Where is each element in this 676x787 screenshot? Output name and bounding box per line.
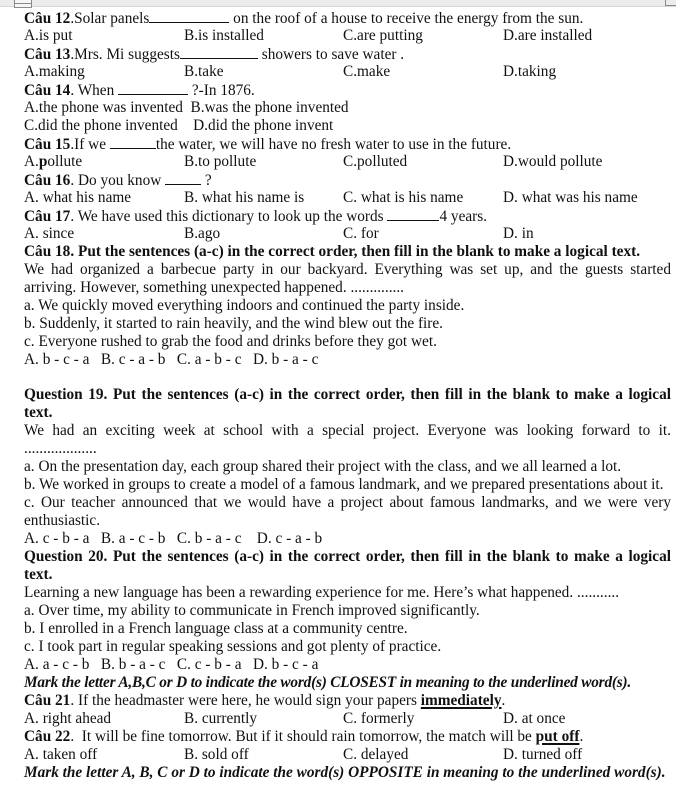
- option-b: B.was the phone invented: [190, 99, 349, 116]
- option-a: A.making: [24, 63, 85, 80]
- question-label: Câu 15: [24, 136, 71, 153]
- option-b: B.take: [184, 63, 224, 80]
- option-c: C.make: [343, 63, 391, 80]
- option-c: C. formerly: [343, 710, 415, 727]
- table-move-handle-icon[interactable]: [14, 0, 32, 8]
- option-d: D. what was his name: [503, 189, 638, 206]
- option-a: A.is put: [24, 27, 73, 44]
- question-20-sentence-a: a. Over time, my ability to communicate in French improved significantly.: [24, 602, 480, 619]
- question-20-sentence-c: c. I took part in regular speaking sessions and got plenty of practice.: [24, 638, 442, 655]
- question-18-passage: We had organized a barbecue party in our backyard. Everything was set up, and the guests started arriving. However, something unexpected happened. ..............: [24, 261, 671, 296]
- question-label: Câu 16: [24, 172, 71, 189]
- question-label: Câu 12: [24, 10, 71, 27]
- question-19-sentence-b: b. We worked in groups to create a model of a famous landmark, and we prepared presentations about it.: [24, 476, 664, 493]
- ruler-corner-marker: [665, 0, 676, 6]
- question-20-answers: A. a - c - b B. b - a - c C. c - b - a D. b - c - a: [24, 656, 319, 673]
- question-15: Câu 15.If we the water, we will have no fresh water to use in the future.: [24, 136, 512, 153]
- question-label: Câu 22: [24, 728, 71, 745]
- section-instruction: Mark the letter A,B,C or D to indicate the word(s) CLOSEST in meaning to the underlined word(s).: [24, 674, 632, 691]
- answer-blank: [110, 135, 156, 149]
- question-22-options: [24, 746, 671, 764]
- question-17-options: [24, 225, 671, 243]
- option-b: B.ago: [184, 225, 221, 242]
- question-20-passage: Learning a new language has been a rewarding experience for me. Here’s what happened. ...........: [24, 584, 620, 601]
- option-c: C. what is his name: [343, 189, 464, 206]
- question-14: Câu 14. When ?-In 1876.: [24, 82, 255, 99]
- question-12: Câu 12.Solar panels on the roof of a house to receive the energy from the sun.: [24, 10, 584, 27]
- question-19-heading: Question 19. Put the sentences (a-c) in the correct order, then fill in the blank to make a logical text.: [24, 386, 671, 421]
- underlined-word: immediately: [420, 692, 502, 709]
- option-d: D.would pollute: [503, 153, 603, 170]
- option-c: C.polluted: [343, 153, 408, 170]
- option-b: B. sold off: [184, 746, 249, 763]
- question-14-options-row-2: [24, 117, 671, 135]
- option-d: D. in: [503, 225, 534, 242]
- answer-blank: [165, 171, 201, 185]
- question-19-passage: We had an exciting week at school with a special project. Everyone was looking forward to it. ...................: [24, 422, 671, 457]
- question-label: Câu 13: [24, 46, 71, 63]
- option-a: A.pollute: [24, 153, 83, 170]
- option-c: C. delayed: [343, 746, 409, 763]
- option-c: C.are putting: [343, 27, 423, 44]
- document-page: [24, 9, 671, 781]
- question-13-options: [24, 63, 671, 81]
- option-a: A. what his name: [24, 189, 132, 206]
- underlined-word: put off: [535, 728, 580, 745]
- question-label: Câu 17: [24, 208, 71, 225]
- question-label: Câu 14: [24, 82, 71, 99]
- question-18-sentence-a: a. We quickly moved everything indoors and continued the party inside.: [24, 297, 465, 314]
- question-18-heading: Câu 18. Put the sentences (a-c) in the correct order, then fill in the blank to make a logical text.: [24, 243, 641, 260]
- question-22: Câu 22. It will be fine tomorrow. But if it should rain tomorrow, the match will be put off.: [24, 728, 584, 745]
- option-b: B. what his name is: [184, 189, 305, 206]
- question-19-sentence-a: a. On the presentation day, each group shared their project with the class, and we all learned a lot.: [24, 458, 622, 475]
- question-14-options-row-1: [24, 99, 671, 117]
- question-15-options: [24, 153, 671, 171]
- question-20-heading: Question 20. Put the sentences (a-c) in the correct order, then fill in the blank to make a logical text.: [24, 548, 671, 583]
- option-d: D.are installed: [503, 27, 593, 44]
- option-b: B.to pollute: [184, 153, 257, 170]
- question-13: Câu 13.Mrs. Mi suggests showers to save water .: [24, 46, 405, 63]
- question-21: Câu 21. If the headmaster were here, he would sign your papers immediately.: [24, 692, 506, 709]
- question-16-options: [24, 189, 671, 207]
- next-instruction-clipped: Mark the letter A, B, C or D to indicate the word(s) OPPOSITE in meaning to the underlined word(s).: [24, 764, 666, 781]
- answer-blank: [118, 81, 188, 95]
- question-17: Câu 17. We have used this dictionary to look up the words 4 years.: [24, 208, 488, 225]
- option-a: A. right ahead: [24, 710, 112, 727]
- question-16: Câu 16. Do you know ?: [24, 172, 212, 189]
- answer-blank: [387, 207, 439, 221]
- question-18-sentence-c: c. Everyone rushed to grab the food and drinks before they got wet.: [24, 333, 437, 350]
- answer-blank: [149, 9, 229, 23]
- answer-blank: [180, 45, 258, 59]
- question-21-options: [24, 710, 671, 728]
- option-b: B.is installed: [184, 27, 264, 44]
- spacer: [24, 369, 671, 386]
- option-a: A.the phone was invented: [24, 99, 183, 116]
- document-ruler: [0, 0, 676, 7]
- question-12-options: [24, 27, 671, 45]
- option-b: B. currently: [184, 710, 258, 727]
- option-c: C.did the phone invented: [24, 117, 178, 134]
- option-d: D. turned off: [503, 746, 583, 763]
- question-19-answers: A. c - b - a B. a - c - b C. b - a - c D. c - a - b: [24, 530, 323, 547]
- option-d: D.taking: [503, 63, 557, 80]
- option-d: D. at once: [503, 710, 566, 727]
- question-label: Câu 21: [24, 692, 71, 709]
- question-18-sentence-b: b. Suddenly, it started to rain heavily, and the wind blew out the fire.: [24, 315, 444, 332]
- option-d: D.did the phone invent: [193, 117, 334, 134]
- option-a: A. taken off: [24, 746, 98, 763]
- question-20-sentence-b: b. I enrolled in a French language class at a community centre.: [24, 620, 408, 637]
- option-a: A. since: [24, 225, 75, 242]
- option-c: C. for: [343, 225, 379, 242]
- question-18-answers: A. b - c - a B. c - a - b C. a - b - c D. b - a - c: [24, 351, 319, 368]
- question-19-sentence-c: c. Our teacher announced that we would have a project about famous landmarks, and we were very enthusiastic.: [24, 494, 671, 529]
